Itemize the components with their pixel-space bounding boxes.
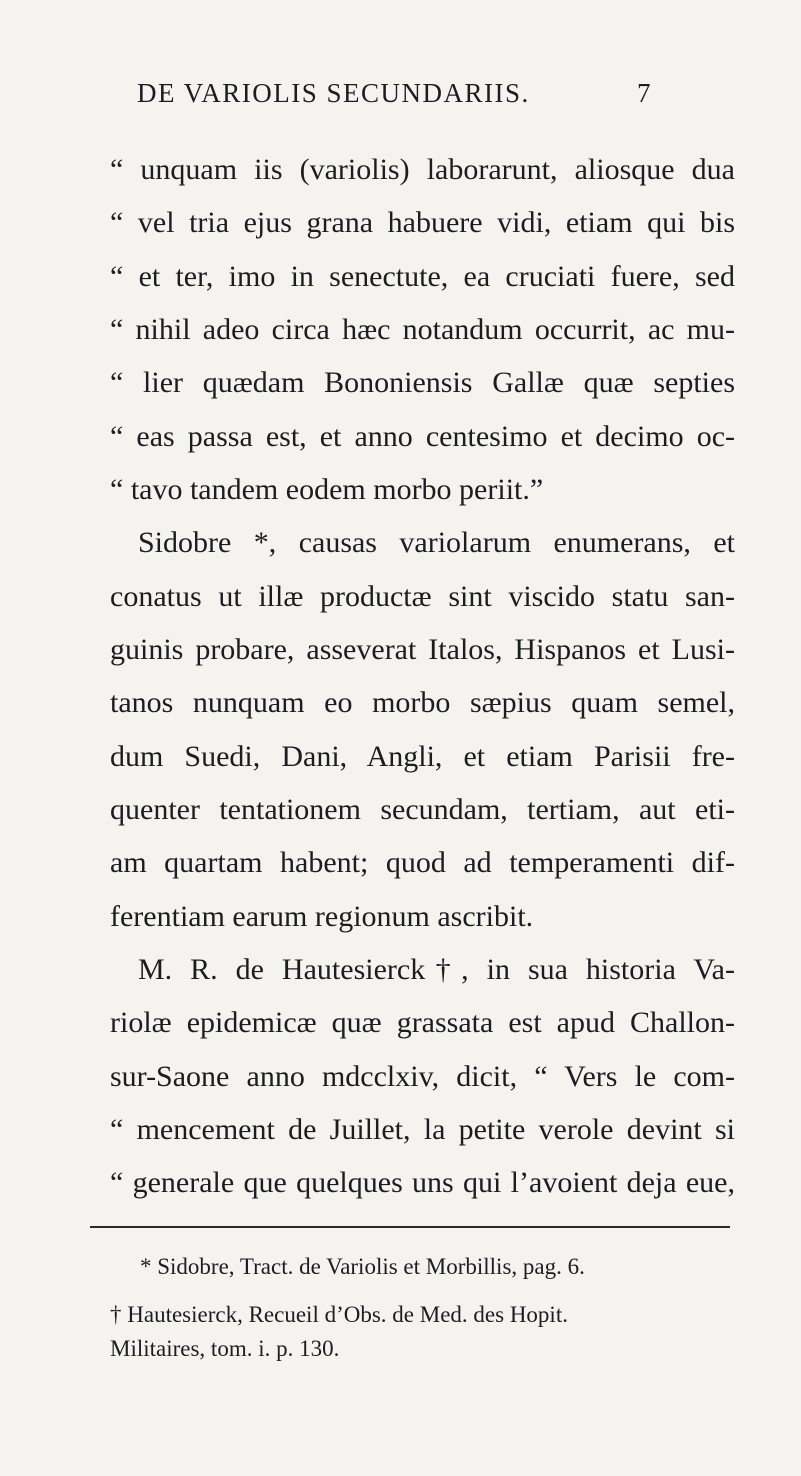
text-line: dum Suedi, Dani, Angli, et etiam Parisii fre- [110,740,735,773]
text-line: Sidobre *, causas variolarum enumerans, et [138,526,735,559]
text-line: “ generale que quelques uns qui l’avoient deja eue, [110,1166,735,1199]
text-line: “ et ter, imo in senectute, ea cruciati fuere, sed [110,260,735,293]
page-number: 7 [637,78,652,108]
footnote: Militaires, tom. i. p. 130. [110,1336,340,1361]
text-line: guinis probare, asseverat Italos, Hispanos et Lusi- [110,633,735,666]
text-line: quenter tentationem secundam, tertiam, aut eti- [110,793,735,826]
text-line: “ mencement de Juillet, la petite verole devint si [110,1113,735,1146]
text-line: “ eas passa est, et anno centesimo et decimo oc- [110,420,735,453]
text-line: “ unquam iis (variolis) laborarunt, aliosque dua [110,153,735,186]
text-line: “ lier quædam Bononiensis Gallæ quæ septies [110,366,735,399]
text-line: conatus ut illæ productæ sint viscido statu san- [110,580,735,613]
running-header [137,78,652,109]
footnote: † Hautesierck, Recueil d’Obs. de Med. des Hopit. [110,1302,568,1327]
text-line: ferentiam earum regionum ascribit. [110,900,534,933]
text-line: tanos nunquam eo morbo sæpius quam semel, [110,686,735,719]
text-line: “ vel tria ejus grana habuere vidi, etiam qui bis [110,206,735,239]
text-line: “ nihil adeo circa hæc notandum occurrit, ac mu- [110,313,735,346]
text-line: riolæ epidemicæ quæ grassata est apud Challon- [110,1006,735,1039]
text-line: “ tavo tandem eodem morbo periit.” [110,473,544,506]
footnote: * Sidobre, Tract. de Variolis et Morbillis, pag. 6. [140,1254,585,1279]
text-line: M. R. de Hautesierck†, in sua historia Va- [138,953,735,986]
text-line: am quartam habent; quod ad temperamenti dif- [110,846,735,879]
text-line: sur-Saone anno mdcclxiv, dicit, “ Vers le com- [110,1060,735,1093]
footnote-rule [90,1226,730,1228]
running-title: DE VARIOLIS SECUNDARIIS. [137,78,530,108]
